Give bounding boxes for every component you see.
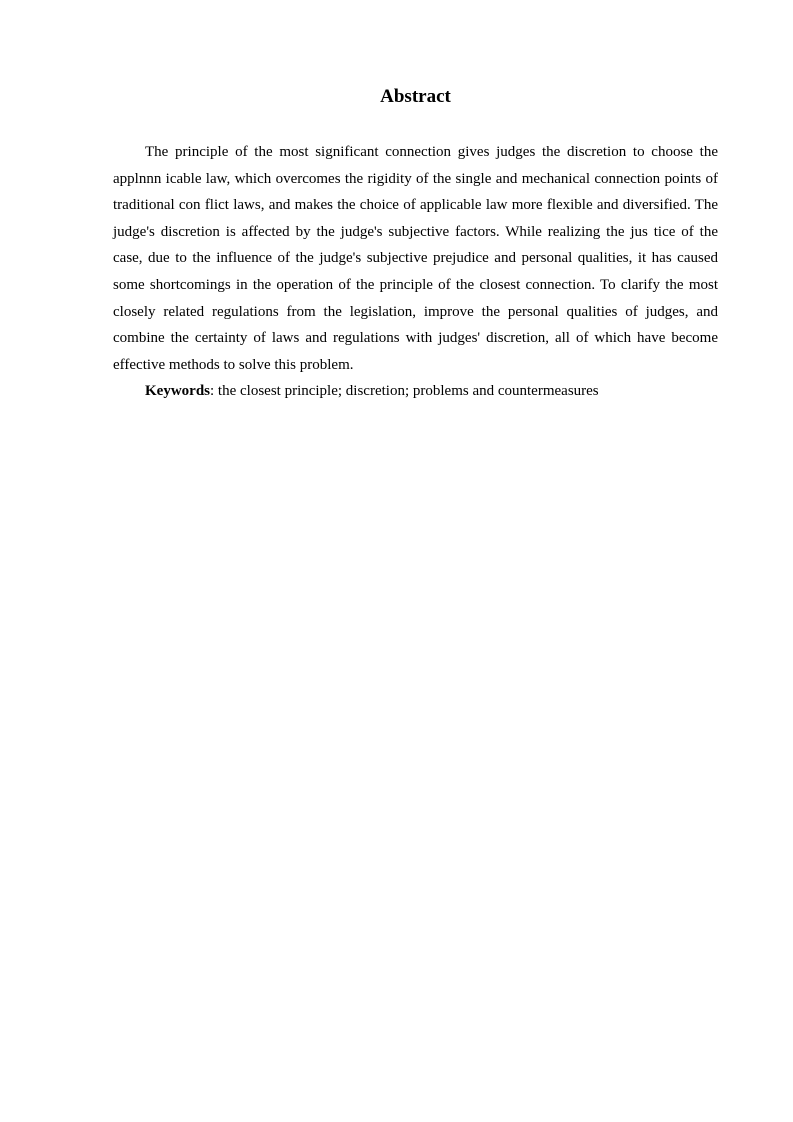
page-title: Abstract xyxy=(380,86,451,107)
keywords-label: Keywords xyxy=(145,383,210,400)
abstract-paragraph: The principle of the most significant connection gives judges the discretion to choose the applnnn icable law, which overcomes the rigidity of the single and mechanical connection points of traditional con flict laws, and makes the choice of applicable law more flexible and diversified. The judge's discretion is affected by the judge's subjective factors. While realizing the jus tice of the case, due to the influence of the judge's subjective prejudice and personal qualities, it has caused some shortcomings in the operation of the principle of the closest connection. To clarify the most closely related regulations from the legislation, improve the personal qualities of judges, and combine the certainty of laws and regulations with judges' discretion, all of which have become effective methods to solve this problem. xyxy=(113,144,718,373)
keywords-line xyxy=(113,378,718,405)
abstract-section xyxy=(113,139,718,405)
keywords-separator: : xyxy=(210,383,218,400)
keywords-text: the closest principle; discretion; problems and countermeasures xyxy=(217,383,599,400)
